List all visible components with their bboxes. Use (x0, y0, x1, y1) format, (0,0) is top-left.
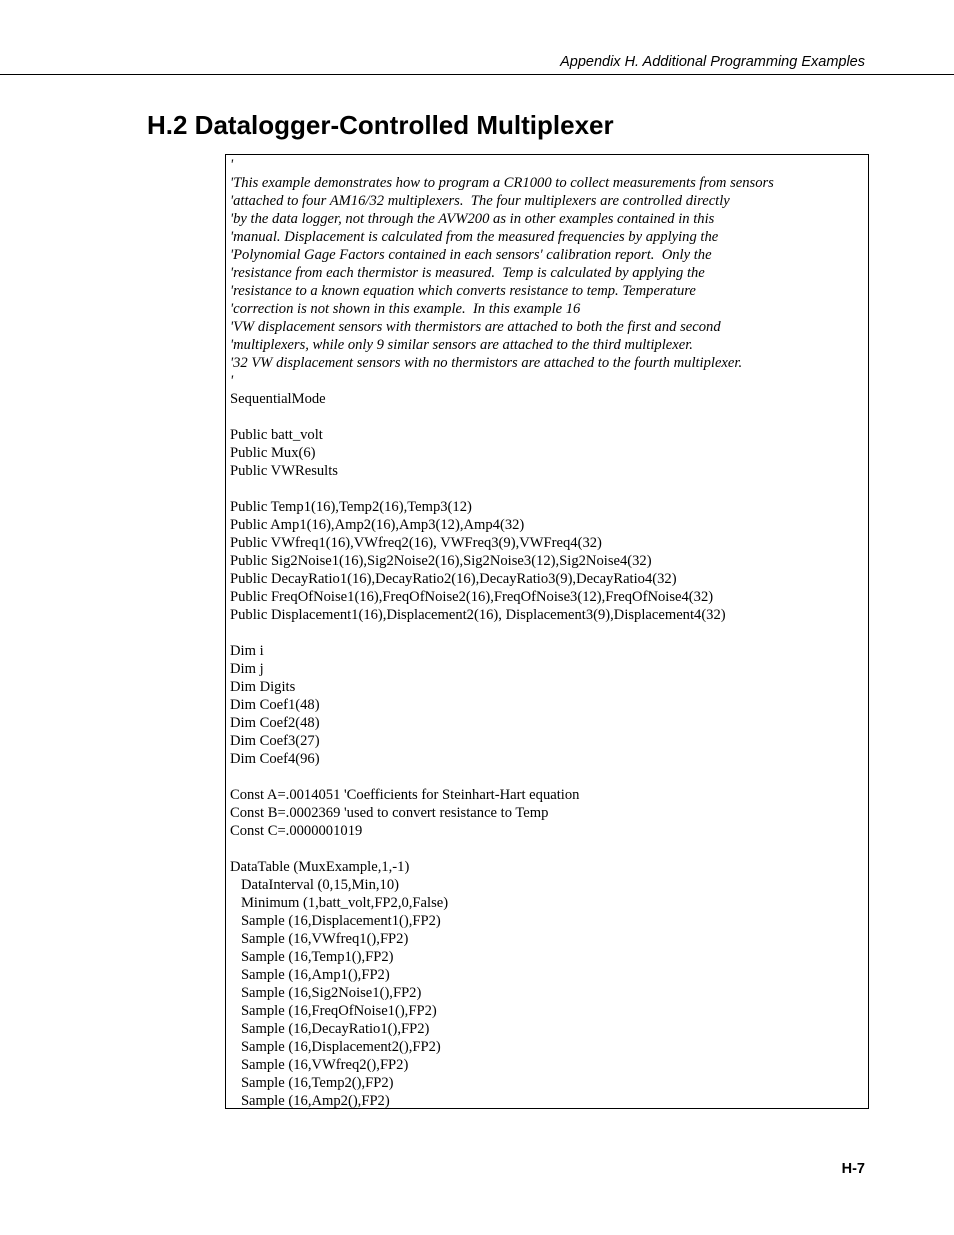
code-line: Sample (16,Temp1(),FP2) (230, 949, 394, 965)
code-comment-line: 'resistance to a known equation which converts resistance to temp. Temperature (230, 283, 696, 299)
code-line: DataTable (MuxExample,1,-1) (230, 859, 410, 875)
code-line: Public VWResults (230, 463, 338, 479)
code-line: Dim Coef1(48) (230, 697, 320, 713)
code-line: Dim i (230, 643, 264, 659)
code-line: Public Displacement1(16),Displacement2(16), Displacement3(9),Displacement4(32) (230, 607, 726, 623)
code-line: Sample (16,Amp1(),FP2) (230, 967, 390, 983)
code-line: Sample (16,VWfreq1(),FP2) (230, 931, 409, 947)
code-line: Minimum (1,batt_volt,FP2,0,False) (230, 895, 449, 911)
code-line (230, 840, 774, 858)
code-line: Const C=.0000001019 (230, 823, 363, 839)
code-line: Dim j (230, 661, 264, 677)
code-line: Public Amp1(16),Amp2(16),Amp3(12),Amp4(32) (230, 517, 525, 533)
code-line: Sample (16,Displacement1(),FP2) (230, 913, 441, 929)
code-line: Dim Digits (230, 679, 296, 695)
code-line (230, 480, 774, 498)
code-line: Sample (16,FreqOfNoise1(),FP2) (230, 1003, 437, 1019)
code-comment-line: ' (230, 373, 234, 389)
code-comment-line: 'VW displacement sensors with thermistors are attached to both the first and second (230, 319, 721, 335)
code-line: Const B=.0002369 'used to convert resistance to Temp (230, 805, 549, 821)
code-line (230, 624, 774, 642)
code-line: Public DecayRatio1(16),DecayRatio2(16),DecayRatio3(9),DecayRatio4(32) (230, 571, 677, 587)
code-comment-line: 'correction is not shown in this example. In this example 16 (230, 301, 581, 317)
code-comment-line: 'manual. Displacement is calculated from the measured frequencies by applying the (230, 229, 719, 245)
code-line: Dim Coef3(27) (230, 733, 320, 749)
code-line: Sample (16,Displacement2(),FP2) (230, 1039, 441, 1055)
code-line: Dim Coef4(96) (230, 751, 320, 767)
header-rule (0, 74, 954, 75)
page-number: H-7 (841, 1161, 865, 1177)
code-comment-line: 'multiplexers, while only 9 similar sensors are attached to the third multiplexer. (230, 337, 693, 353)
code-line: DataInterval (0,15,Min,10) (230, 877, 399, 893)
code-comment-line: 'This example demonstrates how to program a CR1000 to collect measurements from sensors (230, 175, 774, 191)
code-comment-line: 'Polynomial Gage Factors contained in each sensors' calibration report. Only the (230, 247, 712, 263)
code-line (230, 768, 774, 786)
code-comment-line: 'by the data logger, not through the AVW200 as in other examples contained in this (230, 211, 715, 227)
section-title: H.2 Datalogger-Controlled Multiplexer (147, 110, 614, 140)
code-line: Sample (16,Amp2(),FP2) (230, 1093, 390, 1109)
code-line: Public Temp1(16),Temp2(16),Temp3(12) (230, 499, 472, 515)
code-line: Public batt_volt (230, 427, 323, 443)
code-line (230, 408, 774, 426)
code-comment-line: ' (230, 157, 234, 173)
code-line: Dim Coef2(48) (230, 715, 320, 731)
code-line: Sample (16,VWfreq2(),FP2) (230, 1057, 409, 1073)
code-line: Const A=.0014051 'Coefficients for Steinhart-Hart equation (230, 787, 580, 803)
code-line: SequentialMode (230, 391, 326, 407)
code-line: Public FreqOfNoise1(16),FreqOfNoise2(16),FreqOfNoise3(12),FreqOfNoise4(32) (230, 589, 714, 605)
code-comment-line: 'attached to four AM16/32 multiplexers. The four multiplexers are controlled directly (230, 193, 730, 209)
code-listing-box (225, 154, 869, 1109)
code-line: Sample (16,DecayRatio1(),FP2) (230, 1021, 430, 1037)
code-line: Public Mux(6) (230, 445, 316, 461)
code-line: Sample (16,Sig2Noise1(),FP2) (230, 985, 422, 1001)
running-header: Appendix H. Additional Programming Examples (560, 54, 865, 70)
code-listing (230, 156, 774, 1110)
code-comment-line: '32 VW displacement sensors with no thermistors are attached to the fourth multiplexer. (230, 355, 743, 371)
code-line: Public VWfreq1(16),VWfreq2(16), VWFreq3(9),VWFreq4(32) (230, 535, 602, 551)
code-line: Sample (16,Temp2(),FP2) (230, 1075, 394, 1091)
code-line: Public Sig2Noise1(16),Sig2Noise2(16),Sig2Noise3(12),Sig2Noise4(32) (230, 553, 652, 569)
code-comment-line: 'resistance from each thermistor is measured. Temp is calculated by applying the (230, 265, 705, 281)
